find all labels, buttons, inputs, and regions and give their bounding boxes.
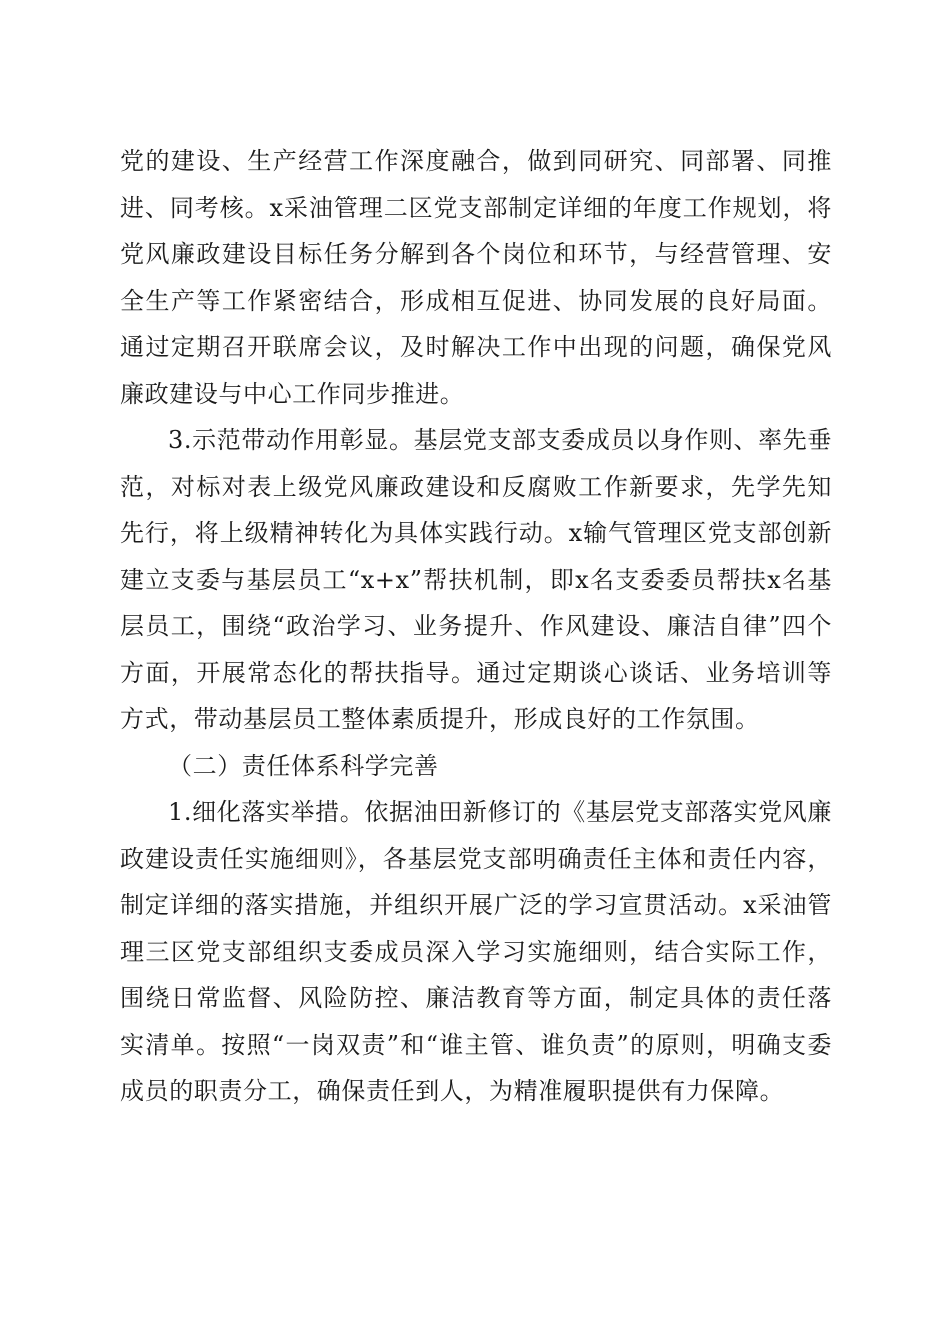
document-body (120, 138, 832, 1115)
paragraph-item-3: 3.示范带动作用彰显。基层党支部支委成员以身作则、率先垂范，对标对表上级党风廉政建设和反腐败工作新要求，先学先知先行，将上级精神转化为具体实践行动。x输气管理区党支部创新建立支委与基层员工“x+x”帮扶机制，即x名支委委员帮扶x名基层员工，围绕“政治学习、业务提升、作风建设、廉洁自律”四个方面，开展常态化的帮扶指导。通过定期谈心谈话、业务培训等方式，带动基层员工整体素质提升，形成良好的工作氛围。 (120, 426, 832, 733)
paragraph-item-1: 1.细化落实举措。依据油田新修订的《基层党支部落实党风廉政建设责任实施细则》，各基层党支部明确责任主体和责任内容，制定详细的落实措施，并组织开展广泛的学习宣贯活动。x采油管理三区党支部组织支委成员深入学习实施细则，结合实际工作，围绕日常监督、风险防控、廉洁教育等方面，制定具体的责任落实清单。按照“一岗双责”和“谁主管、谁负责”的原则，明确支委成员的职责分工，确保责任到人，为精准履职提供有力保障。 (120, 798, 832, 1105)
section-heading: （二）责任体系科学完善 (168, 751, 439, 780)
paragraph-continuation: 党的建设、生产经营工作深度融合，做到同研究、同部署、同推进、同考核。x采油管理二区党支部制定详细的年度工作规划，将党风廉政建设目标任务分解到各个岗位和环节，与经营管理、安全生产等工作紧密结合，形成相互促进、协同发展的良好局面。通过定期召开联席会议，及时解决工作中出现的问题，确保党风廉政建设与中心工作同步推进。 (120, 147, 832, 408)
